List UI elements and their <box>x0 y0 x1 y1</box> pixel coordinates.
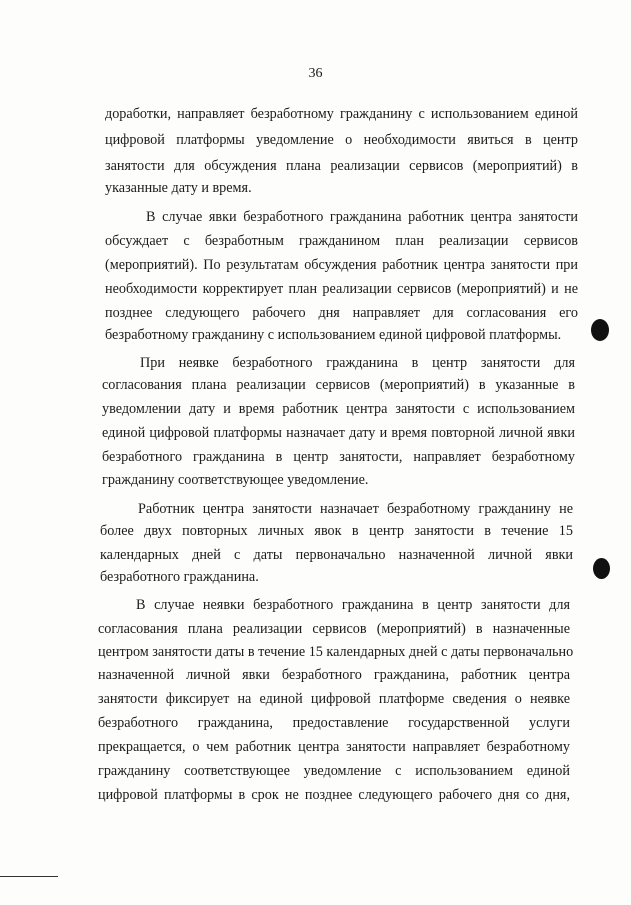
text-line: Работник центра занятости назначает безработному гражданину не <box>138 501 573 517</box>
text-line: цифровой платформы уведомление о необходимости явиться в центр <box>105 132 578 148</box>
text-line: позднее следующего рабочего дня направляет для согласования его <box>105 305 578 321</box>
text-line: единой цифровой платформы назначает дату и время повторной личной явки <box>102 425 575 441</box>
punch-hole-mark <box>591 319 609 341</box>
text-line: безработного гражданина в центр занятости, направляет безработному <box>102 449 575 465</box>
text-line: гражданину соответствующее уведомление. <box>102 472 369 488</box>
text-line: (мероприятий). По результатам обсуждения работник центра занятости при <box>105 257 578 273</box>
text-line: обсуждает с безработным гражданином план реализации сервисов <box>105 233 578 249</box>
text-line: уведомлении дату и время работник центра занятости с использованием <box>102 401 575 417</box>
punch-hole-mark <box>593 558 610 579</box>
text-line: календарных дней с даты первоначально назначенной личной явки <box>100 547 573 563</box>
text-line: центром занятости даты в течение 15 календарных дней с даты первоначально <box>98 644 574 660</box>
text-line: занятости для обсуждения плана реализации сервисов (мероприятий) в <box>105 158 578 174</box>
text-line: занятости фиксирует на единой цифровой платформе сведения о неявке <box>98 691 570 707</box>
page-number: 36 <box>308 66 323 81</box>
text-line: безработного гражданина, предоставление государственной услуги <box>98 715 570 731</box>
text-line: согласования плана реализации сервисов (мероприятий) в указанные в <box>102 377 575 393</box>
text-line: безработного гражданина. <box>100 569 259 585</box>
text-line: гражданину соответствующее уведомление с использованием единой <box>98 763 570 779</box>
text-line: указанные дату и время. <box>105 180 252 196</box>
text-line: В случае неявки безработного гражданина в центр занятости для <box>136 597 570 613</box>
text-line: цифровой платформы в срок не позднее следующего рабочего дня со дня, <box>98 787 570 803</box>
text-line: назначенной личной явки безработного гражданина, работник центра <box>98 667 570 683</box>
scan-edge-mark <box>0 876 58 877</box>
text-line: безработному гражданину с использованием единой цифровой платформы. <box>105 327 562 343</box>
text-line: необходимости корректирует план реализации сервисов (мероприятий) и не <box>105 281 578 297</box>
text-line: согласования плана реализации сервисов (мероприятий) в назначенные <box>98 621 570 637</box>
text-line: прекращается, о чем работник центра занятости направляет безработному <box>98 739 570 755</box>
text-line: При неявке безработного гражданина в центр занятости для <box>140 355 575 371</box>
text-line: более двух повторных личных явок в центр занятости в течение 15 <box>100 523 573 539</box>
text-line: доработки, направляет безработному гражданину с использованием единой <box>105 106 578 122</box>
text-line: В случае явки безработного гражданина работник центра занятости <box>146 209 578 225</box>
